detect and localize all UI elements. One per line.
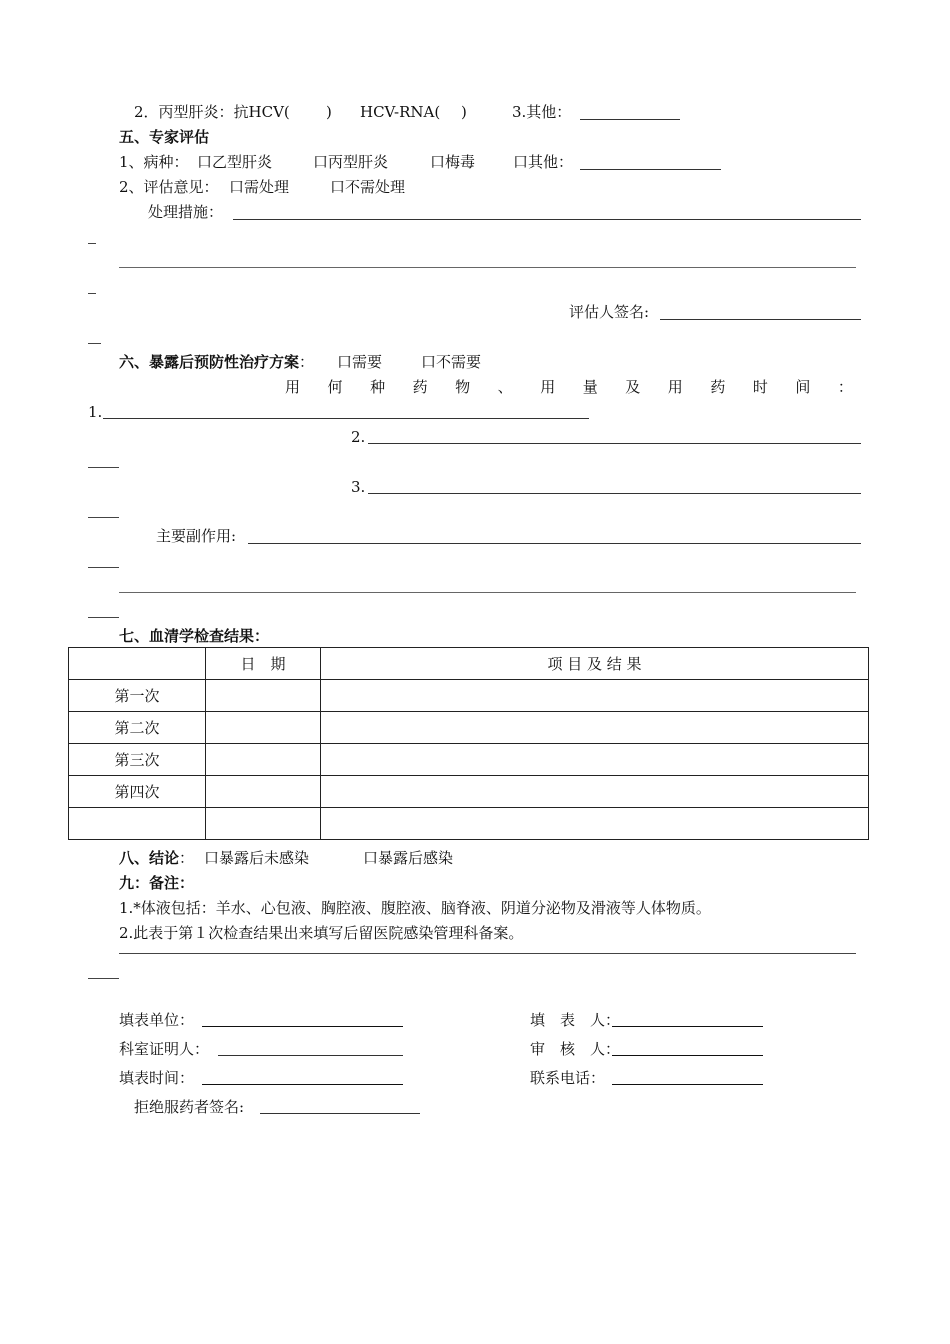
table-header-date: 日 期 bbox=[206, 648, 321, 680]
hcv-rna-label: HCV-RNA( bbox=[360, 103, 441, 121]
option-hepatitis-b[interactable]: 口乙型肝炎 bbox=[197, 153, 273, 171]
line-continuation bbox=[88, 617, 119, 618]
table-header-items-results: 项 目 及 结 果 bbox=[321, 648, 869, 680]
row-label: 第一次 bbox=[69, 680, 206, 712]
table-row bbox=[69, 712, 869, 744]
result-cell[interactable] bbox=[321, 680, 869, 712]
section7-title: 七、血清学检查结果： bbox=[119, 627, 270, 645]
table-row bbox=[69, 776, 869, 808]
section8-title: 八、结论 bbox=[119, 849, 180, 867]
date-cell[interactable] bbox=[206, 680, 321, 712]
section5-title: 五、专家评估 bbox=[119, 128, 210, 146]
other-disease-field[interactable] bbox=[580, 169, 721, 170]
row-label: 第三次 bbox=[69, 744, 206, 776]
result-cell[interactable] bbox=[321, 712, 869, 744]
result-cell[interactable] bbox=[321, 808, 869, 840]
char: 、 bbox=[497, 378, 513, 396]
char: 物 bbox=[455, 378, 471, 396]
section8-heading bbox=[119, 848, 194, 868]
option-prophylaxis-needed[interactable]: 口需要 bbox=[337, 353, 383, 371]
hcv-antibody-label: 2．丙型肝炎：抗HCV( bbox=[134, 103, 290, 121]
hcv-antibody-close: ) bbox=[326, 103, 332, 121]
date-cell[interactable] bbox=[206, 712, 321, 744]
char: 种 bbox=[370, 378, 386, 396]
date-cell[interactable] bbox=[206, 776, 321, 808]
drug-item-2-field[interactable] bbox=[368, 443, 861, 444]
drug-item-2-label: 2. bbox=[351, 428, 366, 446]
measures-field-2[interactable] bbox=[119, 267, 856, 268]
table-row bbox=[69, 744, 869, 776]
option-hepatitis-c[interactable]: 口丙型肝炎 bbox=[313, 153, 389, 171]
hcv-other-field[interactable] bbox=[580, 119, 680, 120]
time-label: 填表时间： bbox=[119, 1069, 195, 1087]
char: 及 bbox=[625, 378, 641, 396]
row-label: 第二次 bbox=[69, 712, 206, 744]
drug-dosage-time-label bbox=[285, 377, 853, 397]
note-1: 1.*体液包括：羊水、心包液、胸腔液、腹腔液、脑脊液、阴道分泌物及滑液等人体物质。 bbox=[119, 899, 711, 917]
reviewer-field[interactable] bbox=[612, 1055, 763, 1056]
char: 用 bbox=[540, 378, 556, 396]
opinion-label: 2、评估意见： bbox=[119, 178, 219, 196]
char: 量 bbox=[582, 378, 598, 396]
drug-item-1-field[interactable] bbox=[103, 418, 589, 419]
row-label: 第四次 bbox=[69, 776, 206, 808]
divider-line bbox=[119, 953, 856, 954]
refuse-signature-field[interactable] bbox=[260, 1113, 420, 1114]
disease-label: 1、病种： bbox=[119, 153, 189, 171]
reviewer-label: 审 核 人： bbox=[530, 1040, 621, 1058]
option-not-infected[interactable]: 口暴露后未感染 bbox=[204, 849, 310, 867]
char: 药 bbox=[710, 378, 726, 396]
side-effects-field[interactable] bbox=[248, 543, 861, 544]
note-2: 2.此表于第１次检查结果出来填写后留医院感染管理科备案。 bbox=[119, 924, 524, 942]
drug-item-3-field[interactable] bbox=[368, 493, 861, 494]
result-cell[interactable] bbox=[321, 776, 869, 808]
divider-line-continuation bbox=[88, 978, 119, 979]
filler-field[interactable] bbox=[612, 1026, 763, 1027]
char: 药 bbox=[412, 378, 428, 396]
dept-witness-field[interactable] bbox=[218, 1055, 403, 1056]
measures-label: 处理措施： bbox=[148, 203, 224, 221]
dept-witness-label: 科室证明人： bbox=[119, 1040, 210, 1058]
hcv-other-label: 3.其他： bbox=[512, 103, 572, 121]
char: 用 bbox=[667, 378, 683, 396]
side-effects-label: 主要副作用: bbox=[156, 527, 237, 545]
hcv-rna-close: ) bbox=[461, 103, 467, 121]
unit-label: 填表单位： bbox=[119, 1011, 195, 1029]
option-no-treatment[interactable]: 口不需处理 bbox=[330, 178, 406, 196]
row-label bbox=[69, 808, 206, 840]
option-syphilis[interactable]: 口梅毒 bbox=[430, 153, 476, 171]
table-header-row bbox=[69, 648, 869, 680]
char: 间 bbox=[795, 378, 811, 396]
phone-field[interactable] bbox=[612, 1084, 763, 1085]
drug-item-1-label: 1. bbox=[88, 403, 103, 421]
section6-title: 六、暴露后预防性治疗方案 bbox=[119, 353, 300, 371]
line-continuation bbox=[88, 293, 96, 294]
section9-title: 九：备注： bbox=[119, 874, 195, 892]
char: 时 bbox=[752, 378, 768, 396]
unit-field[interactable] bbox=[202, 1026, 403, 1027]
line-continuation bbox=[88, 567, 119, 568]
measures-field[interactable] bbox=[233, 219, 861, 220]
table-row bbox=[69, 808, 869, 840]
option-other-disease[interactable]: 口其他： bbox=[513, 153, 574, 171]
char: 用 bbox=[285, 378, 301, 396]
date-cell[interactable] bbox=[206, 808, 321, 840]
result-cell[interactable] bbox=[321, 744, 869, 776]
option-needs-treatment[interactable]: 口需处理 bbox=[229, 178, 290, 196]
char: ： bbox=[837, 378, 853, 396]
side-effects-field-2[interactable] bbox=[119, 592, 856, 593]
section6-colon: ： bbox=[299, 353, 315, 371]
filler-label: 填 表 人： bbox=[530, 1011, 621, 1029]
section8-colon: ： bbox=[179, 849, 195, 867]
drug-item-3-label: 3. bbox=[351, 478, 366, 496]
evaluator-signature-label: 评估人签名: bbox=[569, 303, 650, 321]
table-row bbox=[69, 680, 869, 712]
line-continuation bbox=[88, 517, 119, 518]
line-continuation bbox=[88, 243, 96, 244]
phone-label: 联系电话： bbox=[530, 1069, 606, 1087]
refuse-signature-label: 拒绝服药者签名: bbox=[134, 1098, 245, 1116]
evaluator-signature-field[interactable] bbox=[660, 319, 861, 320]
char: 何 bbox=[327, 378, 343, 396]
serology-results-table bbox=[68, 647, 869, 840]
line-continuation bbox=[88, 467, 119, 468]
line-continuation bbox=[88, 343, 101, 344]
option-infected[interactable]: 口暴露后感染 bbox=[363, 849, 454, 867]
section6-heading bbox=[119, 352, 314, 372]
date-cell[interactable] bbox=[206, 744, 321, 776]
option-prophylaxis-not-needed[interactable]: 口不需要 bbox=[421, 353, 482, 371]
time-field[interactable] bbox=[202, 1084, 403, 1085]
table-header-blank bbox=[69, 648, 206, 680]
